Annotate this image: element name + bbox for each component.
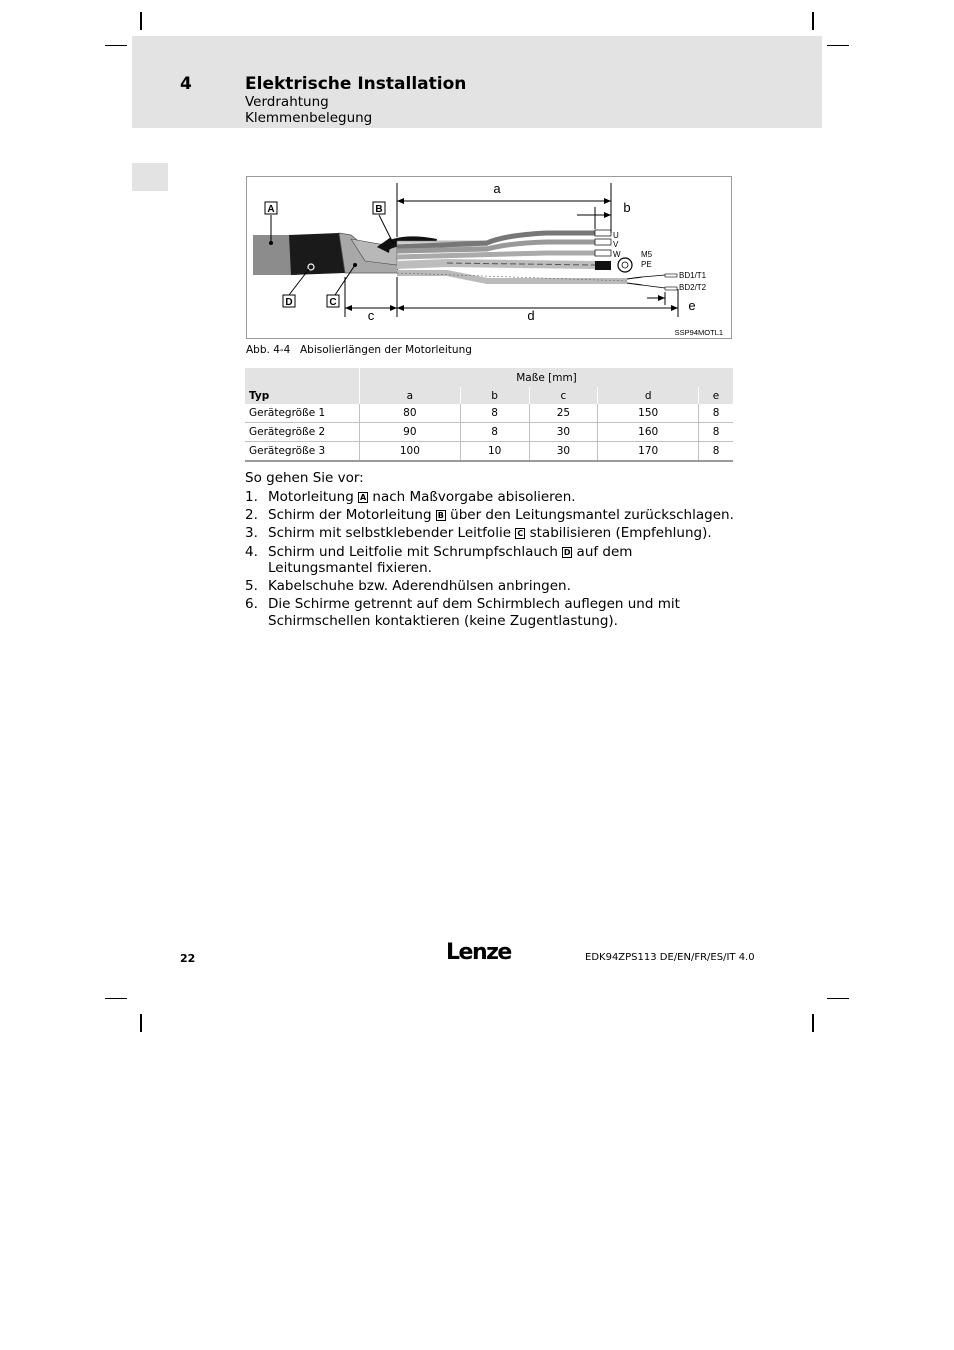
table-row (245, 404, 733, 423)
dim-arrow (604, 198, 611, 204)
table-cell: 80 (360, 404, 461, 423)
list-item (245, 578, 735, 595)
ferrule-v (595, 239, 611, 245)
table-cell: 100 (360, 442, 461, 462)
table-cell-type: Gerätegröße 2 (245, 423, 360, 442)
ring-terminal-hole (622, 262, 628, 268)
brake-wire-2b (642, 285, 665, 288)
step-text: Motorleitung (268, 489, 359, 505)
instruction-steps (245, 489, 735, 631)
callout-c: C (329, 297, 337, 308)
dim-arrow (604, 212, 611, 218)
crop-mark (105, 45, 127, 46)
heat-shrink (289, 233, 345, 275)
label-bd1: BD1/T1 (679, 271, 707, 280)
step-key: C (515, 528, 525, 539)
table-column-header: b (460, 387, 529, 404)
crop-mark (827, 45, 849, 46)
dim-arrow (658, 295, 665, 301)
callout-d: D (285, 297, 293, 308)
table-row (245, 423, 733, 442)
step-text: Kabelschuhe bzw. Aderendhülsen anbringen. (268, 578, 571, 595)
crop-mark (812, 12, 814, 30)
label-m5: M5 (641, 250, 653, 259)
label-u: U (613, 231, 619, 240)
table-cell-type: Gerätegröße 1 (245, 404, 360, 423)
brake-wire-1b (642, 275, 665, 277)
table-cell: 30 (529, 423, 598, 442)
chapter-number: 4 (180, 74, 192, 94)
brake-wire-2 (627, 283, 642, 285)
step-text: stabilisieren (Empfehlung). (525, 525, 712, 542)
step-number: 3. (245, 525, 258, 542)
table-cell-type: Gerätegröße 3 (245, 442, 360, 462)
conductor-w (397, 253, 597, 257)
dim-arrow (397, 198, 404, 204)
dim-label-d: d (527, 308, 535, 323)
side-tab (132, 163, 168, 191)
table-cell: 30 (529, 442, 598, 462)
step-text: Schirm der Motorleitung (268, 507, 436, 524)
step-text: Schirm mit selbstklebender Leitfolie (268, 525, 516, 542)
dim-label-c: c (367, 308, 375, 323)
label-w: W (613, 250, 621, 259)
page-number: 22 (180, 952, 196, 965)
callout-a: A (267, 204, 275, 215)
dim-label-e: e (688, 298, 696, 313)
step-number: 5. (245, 578, 258, 595)
step-number: 1. (245, 489, 258, 505)
step-text: Die Schirme getrennt auf dem Schirmblech auflegen und mit Schirmschellen kontaktieren (keine Zugentlastung). (268, 596, 680, 629)
list-item (245, 525, 735, 542)
table-cell: 8 (699, 423, 733, 442)
crop-mark (140, 12, 142, 30)
list-item (245, 489, 735, 506)
brake-cable (397, 273, 627, 281)
step-number: 6. (245, 596, 258, 613)
table-header-row (245, 368, 733, 387)
figure-number: Abb. 4-4 (246, 344, 291, 356)
pe-sleeve (595, 261, 611, 270)
crop-mark (105, 998, 127, 999)
chapter-header (132, 36, 822, 128)
table-cell: 90 (360, 423, 461, 442)
document-code: EDK94ZPS113 DE/EN/FR/ES/IT 4.0 (585, 952, 755, 963)
dim-arrow (671, 305, 678, 311)
ferrule-u (595, 230, 611, 236)
figure-code: SSP94MOTL1 (674, 328, 723, 337)
step-number: 4. (245, 543, 258, 560)
dim-arrow (390, 305, 397, 311)
leader-dot (269, 241, 273, 245)
cable-diagram (247, 177, 733, 340)
step-text: auf dem Leitungsmantel fixieren. (268, 543, 633, 577)
table-group-header: Maße [mm] (360, 368, 734, 387)
dimensions-table (245, 368, 733, 462)
table-cell: 25 (529, 404, 598, 423)
ferrule-bd2 (665, 287, 677, 290)
crop-mark (827, 998, 849, 999)
dim-label-b: b (623, 200, 631, 215)
table-type-header: Typ (245, 387, 360, 404)
step-key: B (437, 511, 444, 521)
chapter-title: Elektrische Installation (245, 74, 467, 94)
step-text: über den Leitungsmantel zurückschlagen. (445, 507, 734, 524)
brake-wire-1 (627, 277, 642, 279)
table-cell: 150 (598, 404, 699, 423)
step-key: D (563, 547, 571, 557)
table-cell: 8 (460, 404, 529, 423)
dim-arrow (345, 305, 352, 311)
table-column-header: c (529, 387, 598, 404)
table-column-header: d (598, 387, 699, 404)
table-cell: 8 (699, 442, 733, 462)
step-text: nach Maßvorgabe abisolieren. (368, 489, 576, 505)
crop-mark (812, 1014, 814, 1032)
table-cell: 170 (598, 442, 699, 462)
label-bd2: BD2/T2 (679, 283, 707, 292)
table-cell: 160 (598, 423, 699, 442)
dim-label-a: a (493, 181, 501, 196)
figure-caption-text: Abisolierlängen der Motorleitung (300, 344, 472, 356)
table-row (245, 442, 733, 462)
lenze-logo: Lenze (446, 940, 511, 965)
label-v: V (613, 240, 619, 249)
table-cell: 8 (460, 423, 529, 442)
dim-arrow (397, 305, 404, 311)
section-title: Verdrahtung (245, 94, 329, 110)
list-item (245, 507, 735, 524)
instructions-intro: So gehen Sie vor: (245, 470, 364, 486)
subsection-title: Klemmenbelegung (245, 110, 373, 126)
step-key: A (359, 493, 367, 502)
crop-mark (140, 1014, 142, 1032)
table-header-cell (245, 368, 360, 387)
ferrule-bd1 (665, 274, 677, 277)
step-number: 2. (245, 507, 258, 524)
list-item (245, 544, 735, 577)
callout-b: B (375, 204, 383, 215)
leader-b (379, 215, 393, 243)
table-cell: 10 (460, 442, 529, 462)
figure-caption (246, 344, 472, 356)
cable-figure (246, 176, 732, 339)
label-pe: PE (641, 260, 652, 269)
list-item (245, 596, 735, 629)
ferrule-w (595, 250, 611, 256)
table-column-header: e (699, 387, 733, 404)
step-text: Schirm und Leitfolie mit Schrumpfschlauch (268, 543, 563, 560)
table-column-header: a (360, 387, 461, 404)
table-cell: 8 (699, 404, 733, 423)
table-header-row (245, 387, 733, 404)
